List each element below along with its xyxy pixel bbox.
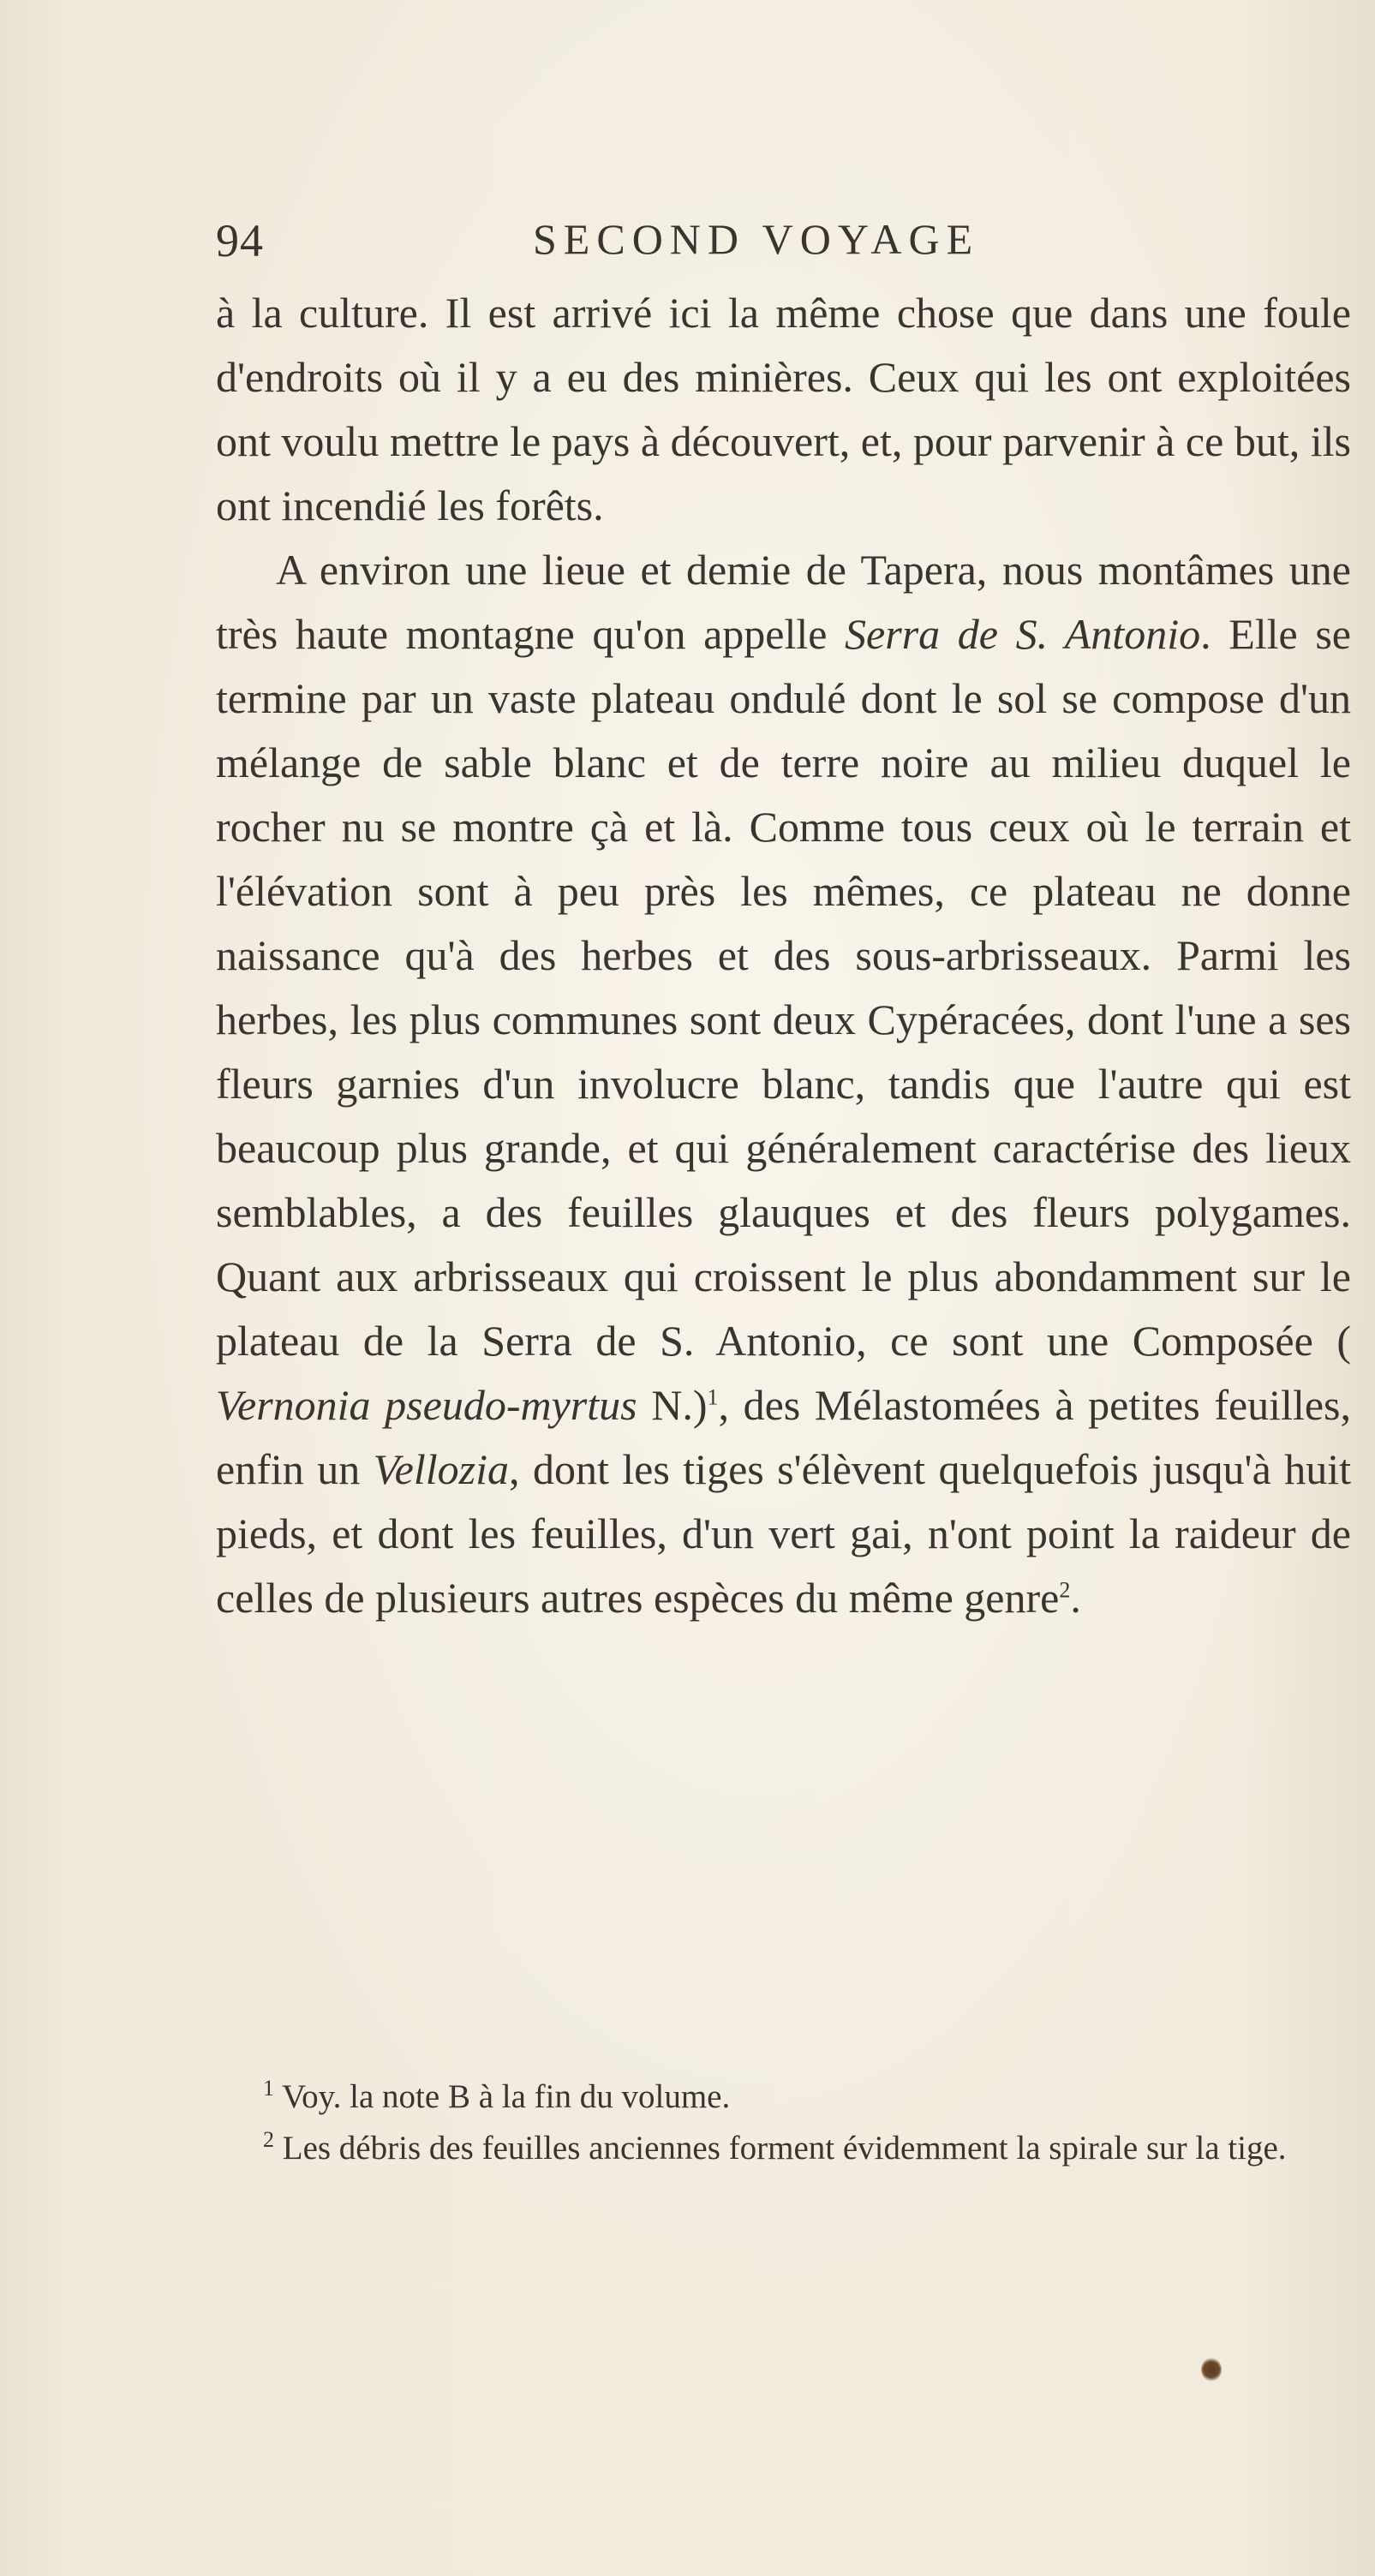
running-title: SECOND VOYAGE [533, 215, 980, 263]
p2-text-6: . [1070, 1574, 1081, 1622]
footnote-text-1: Voy. la note B à la fin du volume. [274, 2078, 731, 2115]
p2-text-3: N.) [637, 1381, 708, 1429]
p2-text-2: . Elle se termine par un vaste plateau ondulé dont le sol se compose d'un mélange de sable blanc et de terre noire au milieu duquel le rocher nu se montre çà et là. Comme tous ceux où le terrain et l'élévation sont à peu près les mêmes, ce plateau ne donne naissance qu'à des herbes et des sous-arbrisseaux. Parmi les herbes, les plus communes sont deux Cypéracées, dont l'une a ses fleurs garnies d'un involucre blanc, tandis que l'autre qui est beaucoup plus grande, et qui généralement caractérise des lieux semblables, a des feuilles glauques et des fleurs polygames. Quant aux arbrisseaux qui croissent le plus abondamment sur le plateau de la Serra de S. Antonio, ce sont une Composée ( [216, 610, 1351, 1365]
body-text [216, 281, 1351, 1630]
p2-text-4: , des Mélastomées à petites feuilles, enfin un [216, 1381, 1351, 1493]
footnotes [216, 2071, 1351, 2174]
footnote-text-2: Les débris des feuilles anciennes forment évidemment la spirale sur la tige. [274, 2130, 1287, 2167]
p2-italic-serra: Serra de S. Antonio [845, 610, 1201, 658]
p2-text-1: A environ une lieue et demie de Tapera, nous montâmes une très haute montagne qu'on appelle [216, 546, 1351, 658]
footnote-ref-1: 1 [707, 1384, 719, 1410]
page-header [216, 214, 1351, 274]
footnote-marker-1: 1 [263, 2076, 274, 2101]
footnote-2 [216, 2123, 1351, 2174]
paragraph-2 [216, 538, 1351, 1630]
paragraph-1: à la culture. Il est arrivé ici la même chose que dans une foule d'endroits où il y a eu des minières. Ceux qui les ont exploitées ont voulu mettre le pays à découvert, et, pour parvenir à ce but, ils ont incendié les forêts. [216, 289, 1351, 529]
footnote-1 [216, 2071, 1351, 2123]
p2-italic-vernonia: Vernonia pseudo-myrtus [216, 1381, 637, 1429]
footnote-marker-2: 2 [263, 2127, 274, 2152]
page-number: 94 [216, 215, 264, 266]
footnote-ref-2: 2 [1059, 1577, 1071, 1603]
p2-italic-vellozia: Vellozia [373, 1445, 509, 1493]
ink-spot [1201, 2358, 1222, 2382]
p2-text-5: , dont les tiges s'élèvent quelquefois jusqu'à huit pieds, et dont les feuilles, d'un vert gai, n'ont point la raideur de celles de plusieurs autres espèces du même genre [216, 1445, 1351, 1622]
